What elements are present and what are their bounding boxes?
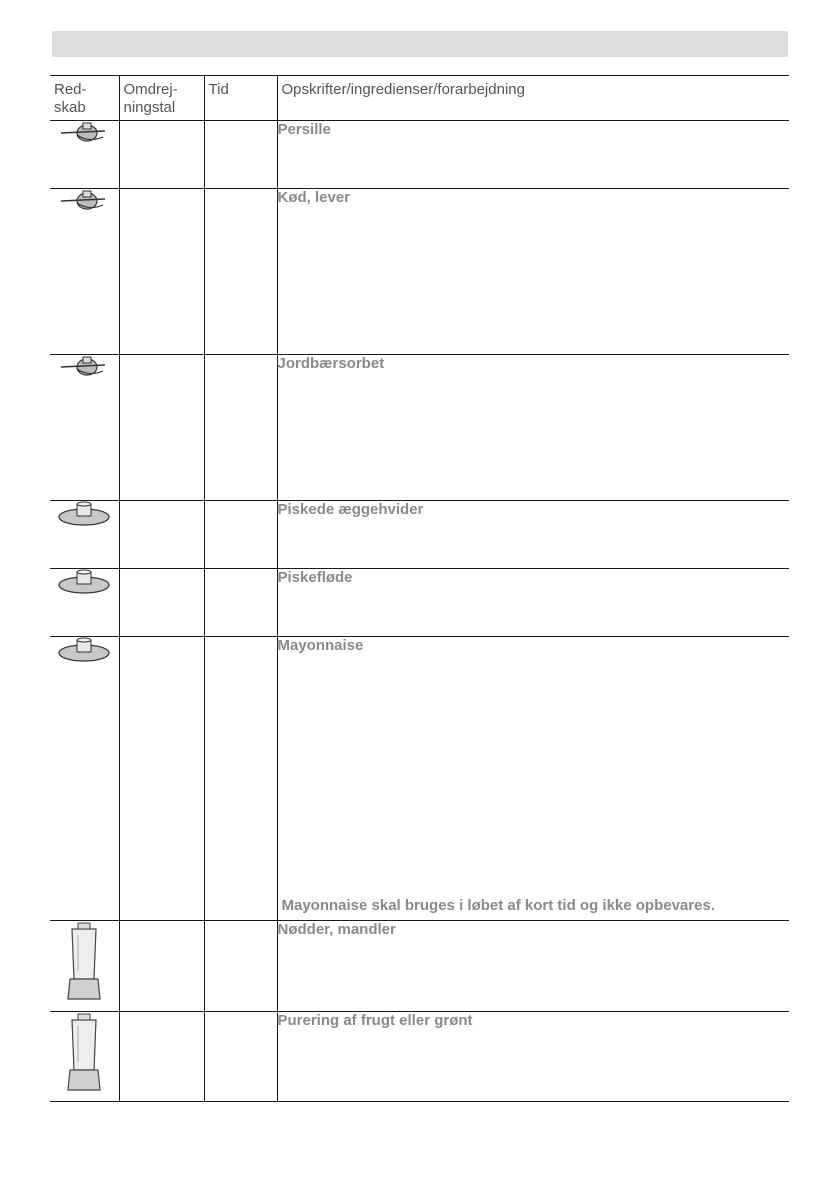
time-cell — [204, 355, 277, 501]
recipe-cell — [277, 121, 789, 189]
time-cell — [204, 1012, 277, 1102]
table-row — [50, 501, 789, 569]
tool-cell — [50, 637, 119, 921]
table-row — [50, 921, 789, 1012]
header-speed-label: Omdrej- ningstal — [123, 81, 178, 116]
time-cell — [204, 921, 277, 1012]
speed-cell — [119, 921, 204, 1012]
table-row — [50, 569, 789, 637]
tool-cell — [50, 921, 119, 1012]
header-speed — [119, 76, 204, 121]
recipe-cell — [277, 355, 789, 501]
blender-jar-icon — [50, 921, 119, 1003]
header-recipe-label: Opskrifter/ingredienser/forarbejdning — [281, 81, 525, 98]
tool-cell — [50, 1012, 119, 1102]
recipe-title: Purering af frugt eller grønt — [277, 1012, 473, 1029]
recipe-title: Nødder, mandler — [277, 921, 396, 938]
header-time — [204, 76, 277, 121]
recipe-note: Mayonnaise skal bruges i løbet af kort tid og ikke opbevares. — [281, 897, 715, 914]
recipe-title: Piskefløde — [277, 569, 353, 586]
recipe-title: Jordbærsorbet — [277, 355, 385, 372]
tool-cell — [50, 501, 119, 569]
recipe-title: Piskede æggehvider — [277, 501, 424, 518]
header-recipe — [277, 76, 789, 121]
header-time-label: Tid — [208, 81, 229, 98]
time-cell — [204, 501, 277, 569]
recipe-cell — [277, 189, 789, 355]
recipe-cell — [277, 637, 789, 921]
blade-icon — [50, 355, 119, 377]
tool-cell — [50, 189, 119, 355]
speed-cell — [119, 501, 204, 569]
table-row — [50, 121, 789, 189]
time-cell — [204, 569, 277, 637]
time-cell — [204, 121, 277, 189]
tool-cell — [50, 569, 119, 637]
top-bar — [52, 31, 788, 57]
table-row — [50, 355, 789, 501]
speed-cell — [119, 637, 204, 921]
header-tool-label: Red- skab — [54, 81, 87, 116]
tool-cell — [50, 121, 119, 189]
speed-cell — [119, 355, 204, 501]
table-row — [50, 1012, 789, 1102]
recipe-title: Kød, lever — [277, 189, 351, 206]
table-row — [50, 189, 789, 355]
speed-cell — [119, 569, 204, 637]
recipe-table — [50, 75, 789, 1102]
whisk-disc-icon — [50, 501, 119, 527]
whisk-disc-icon — [50, 637, 119, 663]
recipe-cell — [277, 1012, 789, 1102]
blade-icon — [50, 121, 119, 143]
whisk-disc-icon — [50, 569, 119, 595]
speed-cell — [119, 1012, 204, 1102]
recipe-cell — [277, 569, 789, 637]
blade-icon — [50, 189, 119, 211]
recipe-cell — [277, 501, 789, 569]
time-cell — [204, 637, 277, 921]
recipe-title: Persille — [277, 121, 331, 138]
speed-cell — [119, 189, 204, 355]
recipe-title: Mayonnaise — [277, 637, 364, 654]
time-cell — [204, 189, 277, 355]
tool-cell — [50, 355, 119, 501]
table-header-row — [50, 76, 789, 121]
table-row — [50, 637, 789, 921]
recipe-cell — [277, 921, 789, 1012]
blender-jar-icon — [50, 1012, 119, 1094]
speed-cell — [119, 121, 204, 189]
header-tool — [50, 76, 119, 121]
